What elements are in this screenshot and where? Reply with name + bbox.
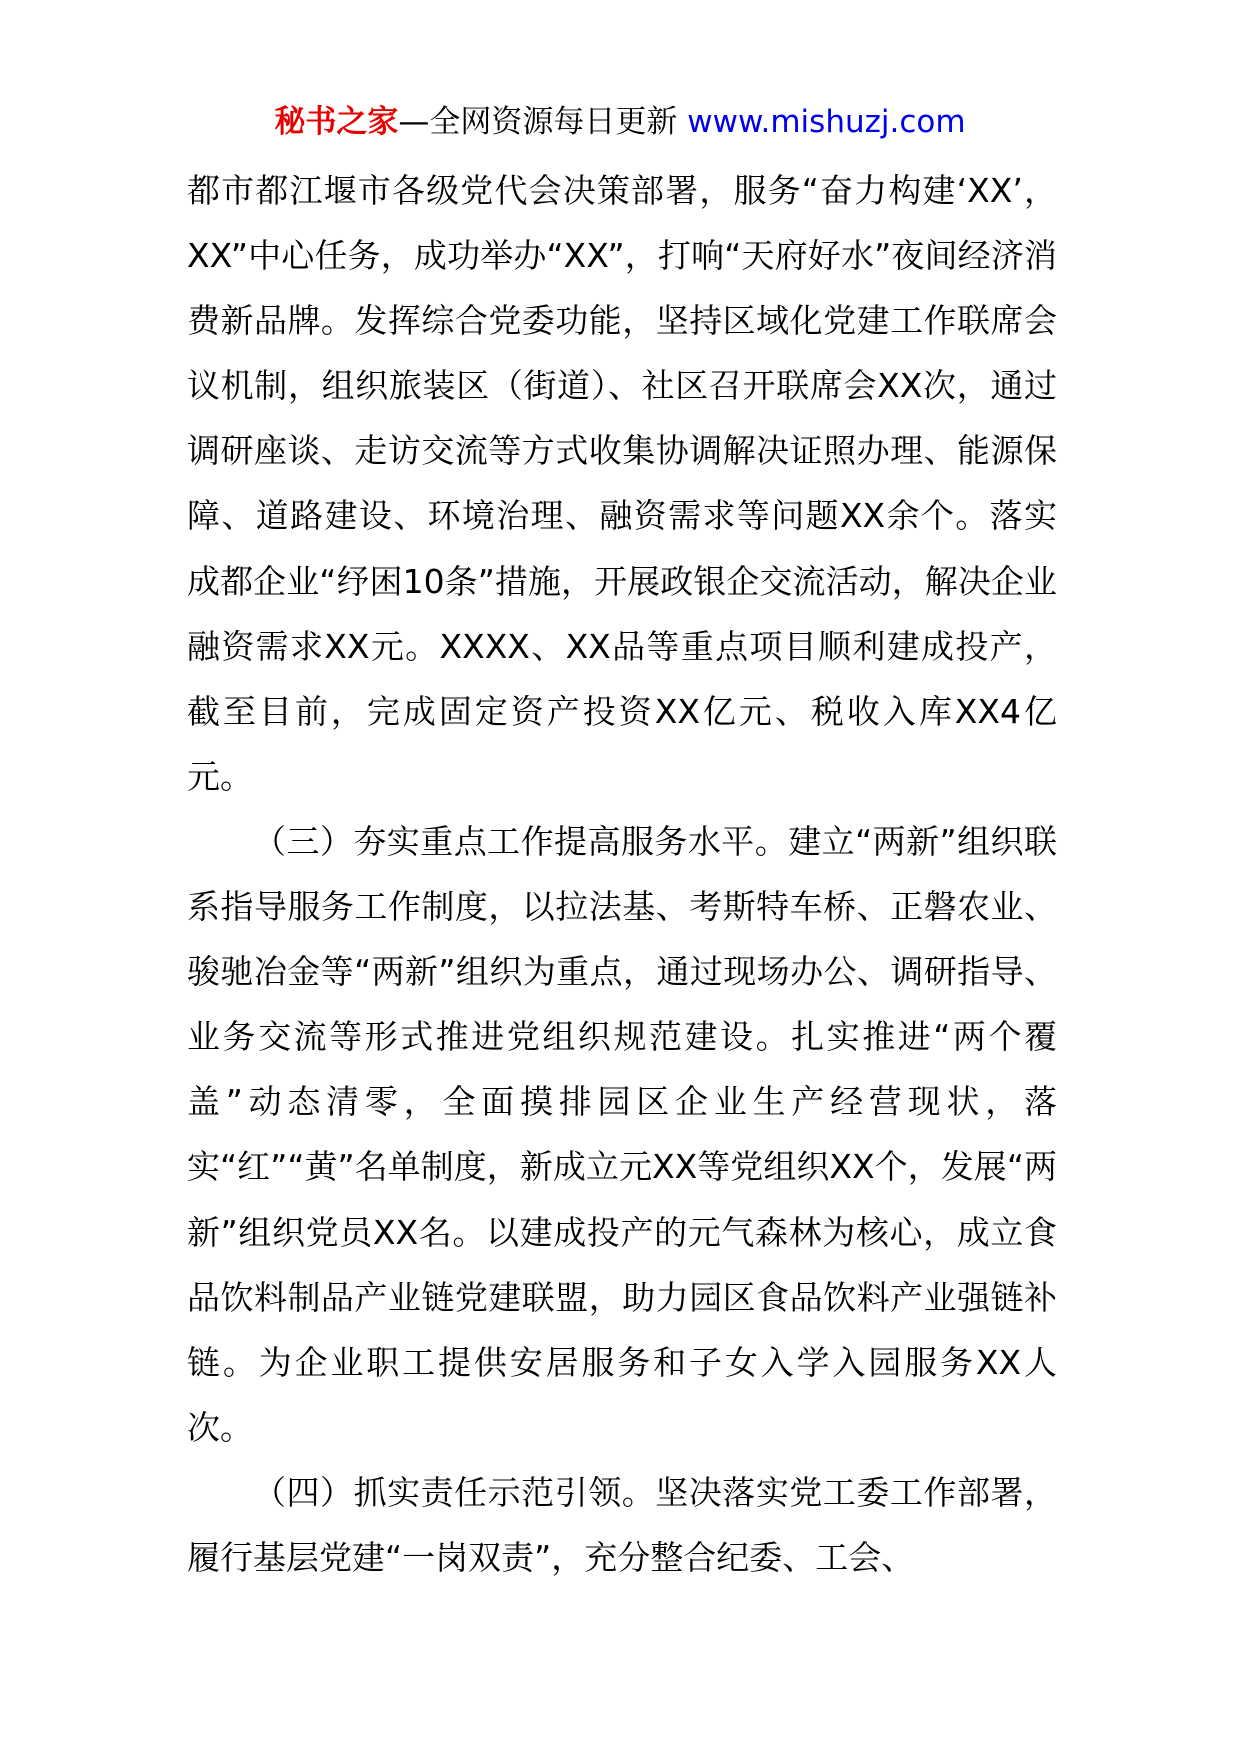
document-body — [187, 158, 1057, 1590]
paragraph-continued: 都市都江堰市各级党代会决策部署，服务“奋力构建‘XX’，XX”中心任务，成功举办“XX”，打响“天府好水”夜间经济消费新品牌。发挥综合党委功能，坚持区域化党建工作联席会议机制，组织旅装区（街道）、社区召开联席会XX次，通过调研座谈、走访交流等方式收集协调解决证照办理、能源保障、道路建设、环境治理、融资需求等问题XX余个。落实成都企业“纾困10条”措施，开展政银企交流活动，解决企业融资需求XX元。XXXX、XX品等重点项目顺利建成投产，截至目前，完成固定资产投资XX亿元、税收入库XX4亿元。 — [187, 171, 1057, 796]
site-url-link[interactable]: www.mishuzj.com — [687, 104, 966, 140]
header-dash: — — [398, 104, 430, 140]
paragraph-section-three: （三）夯实重点工作提高服务水平。建立“两新”组织联系指导服务工作制度，以拉法基、考斯特车桥、正磐农业、骏驰冶金等“两新”组织为重点，通过现场办公、调研指导、业务交流等形式推进党组织规范建设。扎实推进“两个覆盖”动态清零，全面摸排园区企业生产经营现状，落实“红”“黄”名单制度，新成立元XX等党组织XX个，发展“两新”组织党员XX名。以建成投产的元气森林为核心，成立食品饮料制品产业链党建联盟，助力园区食品饮料产业强链补链。为企业职工提供安居服务和子女入学入园服务XX人次。 — [187, 821, 1057, 1447]
page-header — [0, 100, 1240, 144]
site-name: 秘书之家 — [274, 104, 399, 140]
header-tagline: 全网资源每日更新 — [429, 104, 678, 140]
paragraph-section-four: （四）抓实责任示范引领。坚决落实党工委工作部署，履行基层党建“一岗双责”，充分整合纪委、工会、 — [187, 1472, 1057, 1577]
